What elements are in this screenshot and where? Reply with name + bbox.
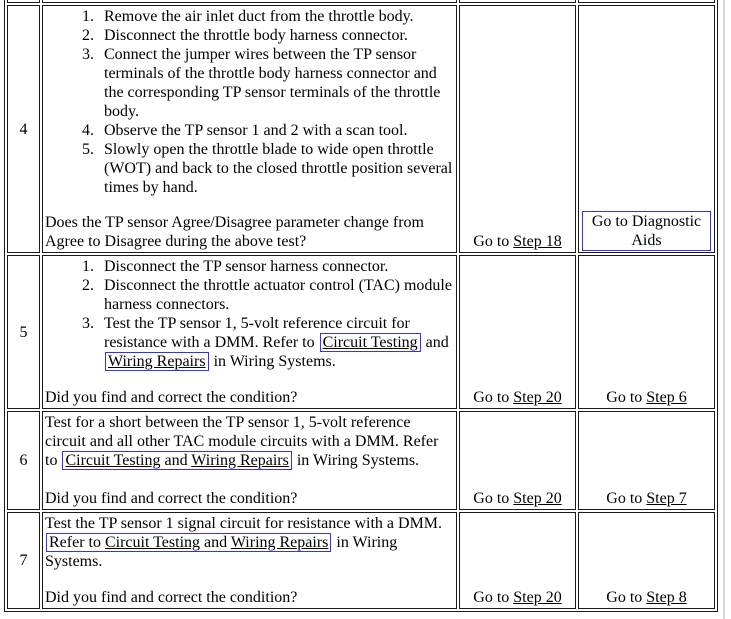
action-content bbox=[45, 412, 454, 509]
text-run: Observe the TP sensor 1 and 2 with a scan tool. bbox=[104, 122, 408, 139]
text-run: Go to bbox=[473, 389, 514, 406]
hyperlink[interactable]: Step 20 bbox=[513, 389, 562, 406]
hyperlink[interactable]: Wiring Repairs bbox=[230, 534, 329, 551]
step-number-cell: 7 bbox=[7, 512, 40, 609]
empty-cell bbox=[459, 0, 576, 3]
step-number-cell: 6 bbox=[7, 411, 40, 510]
action-step-item bbox=[98, 276, 454, 314]
step-number-cell: 5 bbox=[7, 255, 40, 409]
action-step-item bbox=[98, 257, 454, 276]
text-run: Go to bbox=[473, 490, 514, 507]
link-annotation-box[interactable] bbox=[62, 451, 291, 470]
action-step-item bbox=[98, 7, 454, 26]
action-step-list bbox=[45, 257, 454, 371]
text-run: Slowly open the throttle blade to wide open throttle (WOT) and back to the closed throttle position several times by hand. bbox=[104, 141, 453, 196]
action-step-list bbox=[45, 7, 454, 197]
action-paragraph bbox=[45, 514, 454, 571]
yes-result-cell bbox=[459, 255, 576, 409]
text-run: Go to bbox=[473, 589, 514, 606]
text-run: and bbox=[421, 334, 449, 351]
table-row bbox=[7, 255, 715, 409]
table-row bbox=[7, 411, 715, 510]
action-paragraph bbox=[45, 413, 454, 470]
action-cell bbox=[42, 5, 457, 253]
hyperlink[interactable]: Step 18 bbox=[513, 233, 562, 250]
action-cell bbox=[42, 255, 457, 409]
text-run: Go to bbox=[606, 490, 647, 507]
text-run: Test the TP sensor 1, 5-volt reference circuit for resistance with a DMM. Refer to bbox=[104, 315, 410, 351]
link-annotation-box[interactable] bbox=[320, 333, 421, 352]
text-run: Disconnect the TP sensor harness connector. bbox=[104, 258, 389, 275]
table-row-partial bbox=[7, 0, 715, 3]
hyperlink[interactable]: Wiring Repairs bbox=[191, 452, 289, 469]
yes-result-cell bbox=[459, 5, 576, 253]
hyperlink[interactable]: Step 6 bbox=[646, 389, 687, 406]
hyperlink[interactable]: Circuit Testing bbox=[65, 452, 161, 469]
text-run: in Wiring Systems. bbox=[209, 353, 336, 370]
hyperlink[interactable]: Step 8 bbox=[646, 589, 687, 606]
text-run: and bbox=[160, 452, 192, 469]
action-cell bbox=[42, 512, 457, 609]
table-row bbox=[7, 512, 715, 609]
text-run: Disconnect the throttle actuator control (TAC) module harness connectors. bbox=[104, 277, 452, 313]
yes-result-cell bbox=[459, 411, 576, 510]
hyperlink[interactable]: Step 20 bbox=[513, 490, 562, 507]
text-run: Go to bbox=[606, 389, 647, 406]
hyperlink[interactable]: Go to Diagnostic Aids bbox=[591, 213, 702, 249]
condition-question: Does the TP sensor Agree/Disagree parameter change from Agree to Disagree during the above test? bbox=[45, 214, 424, 250]
condition-question: Did you find and correct the condition? bbox=[45, 389, 298, 406]
text-run: Disconnect the throttle body harness connector. bbox=[104, 27, 408, 44]
hyperlink[interactable]: Circuit Testing bbox=[104, 534, 201, 551]
text-run: Refer to bbox=[49, 534, 105, 551]
link-annotation-box[interactable] bbox=[105, 352, 209, 371]
hyperlink[interactable]: Circuit Testing bbox=[322, 334, 418, 351]
diagnostic-table bbox=[4, 0, 718, 612]
link-annotation-box[interactable] bbox=[46, 533, 331, 552]
action-step-item bbox=[98, 121, 454, 140]
link-annotation-box[interactable] bbox=[582, 211, 711, 251]
text-run: Test for a short between the TP sensor 1, 5-volt reference circuit and all other TAC module circuits with a DMM. Refer to bbox=[45, 414, 439, 469]
action-content bbox=[45, 6, 454, 252]
action-step-item bbox=[98, 45, 454, 121]
condition-question: Did you find and correct the condition? bbox=[45, 589, 298, 606]
page-edge-rule bbox=[723, 0, 725, 619]
text-run: Connect the jumper wires between the TP sensor terminals of the throttle body harness connector and the corresponding TP sensor terminals of the throttle body. bbox=[104, 46, 441, 120]
diagnostic-table-body bbox=[7, 0, 715, 609]
no-result-cell bbox=[578, 5, 715, 253]
hyperlink[interactable]: Step 20 bbox=[513, 589, 562, 606]
text-run: in Wiring Systems. bbox=[45, 534, 398, 570]
action-step-item bbox=[98, 314, 454, 371]
text-run: in Wiring Systems. bbox=[292, 452, 420, 469]
condition-question: Did you find and correct the condition? bbox=[45, 490, 298, 507]
hyperlink[interactable]: Step 7 bbox=[646, 490, 687, 507]
text-run: Remove the air inlet duct from the throttle body. bbox=[104, 8, 414, 25]
no-result-cell bbox=[578, 512, 715, 609]
no-result-cell bbox=[578, 255, 715, 409]
step-number-cell: 4 bbox=[7, 5, 40, 253]
empty-cell bbox=[7, 0, 40, 3]
empty-cell bbox=[578, 0, 715, 3]
action-content bbox=[45, 513, 454, 608]
no-result-cell bbox=[578, 411, 715, 510]
action-step-item bbox=[98, 26, 454, 45]
action-cell bbox=[42, 411, 457, 510]
action-content bbox=[45, 256, 454, 408]
empty-cell bbox=[42, 0, 457, 3]
hyperlink[interactable]: Wiring Repairs bbox=[108, 353, 206, 370]
text-run: Test the TP sensor 1 signal circuit for resistance with a DMM. bbox=[45, 515, 443, 532]
table-row bbox=[7, 5, 715, 253]
text-run: Go to bbox=[473, 233, 514, 250]
action-step-item bbox=[98, 140, 454, 197]
text-run: and bbox=[200, 534, 231, 551]
yes-result-cell bbox=[459, 512, 576, 609]
text-run: Go to bbox=[606, 589, 647, 606]
